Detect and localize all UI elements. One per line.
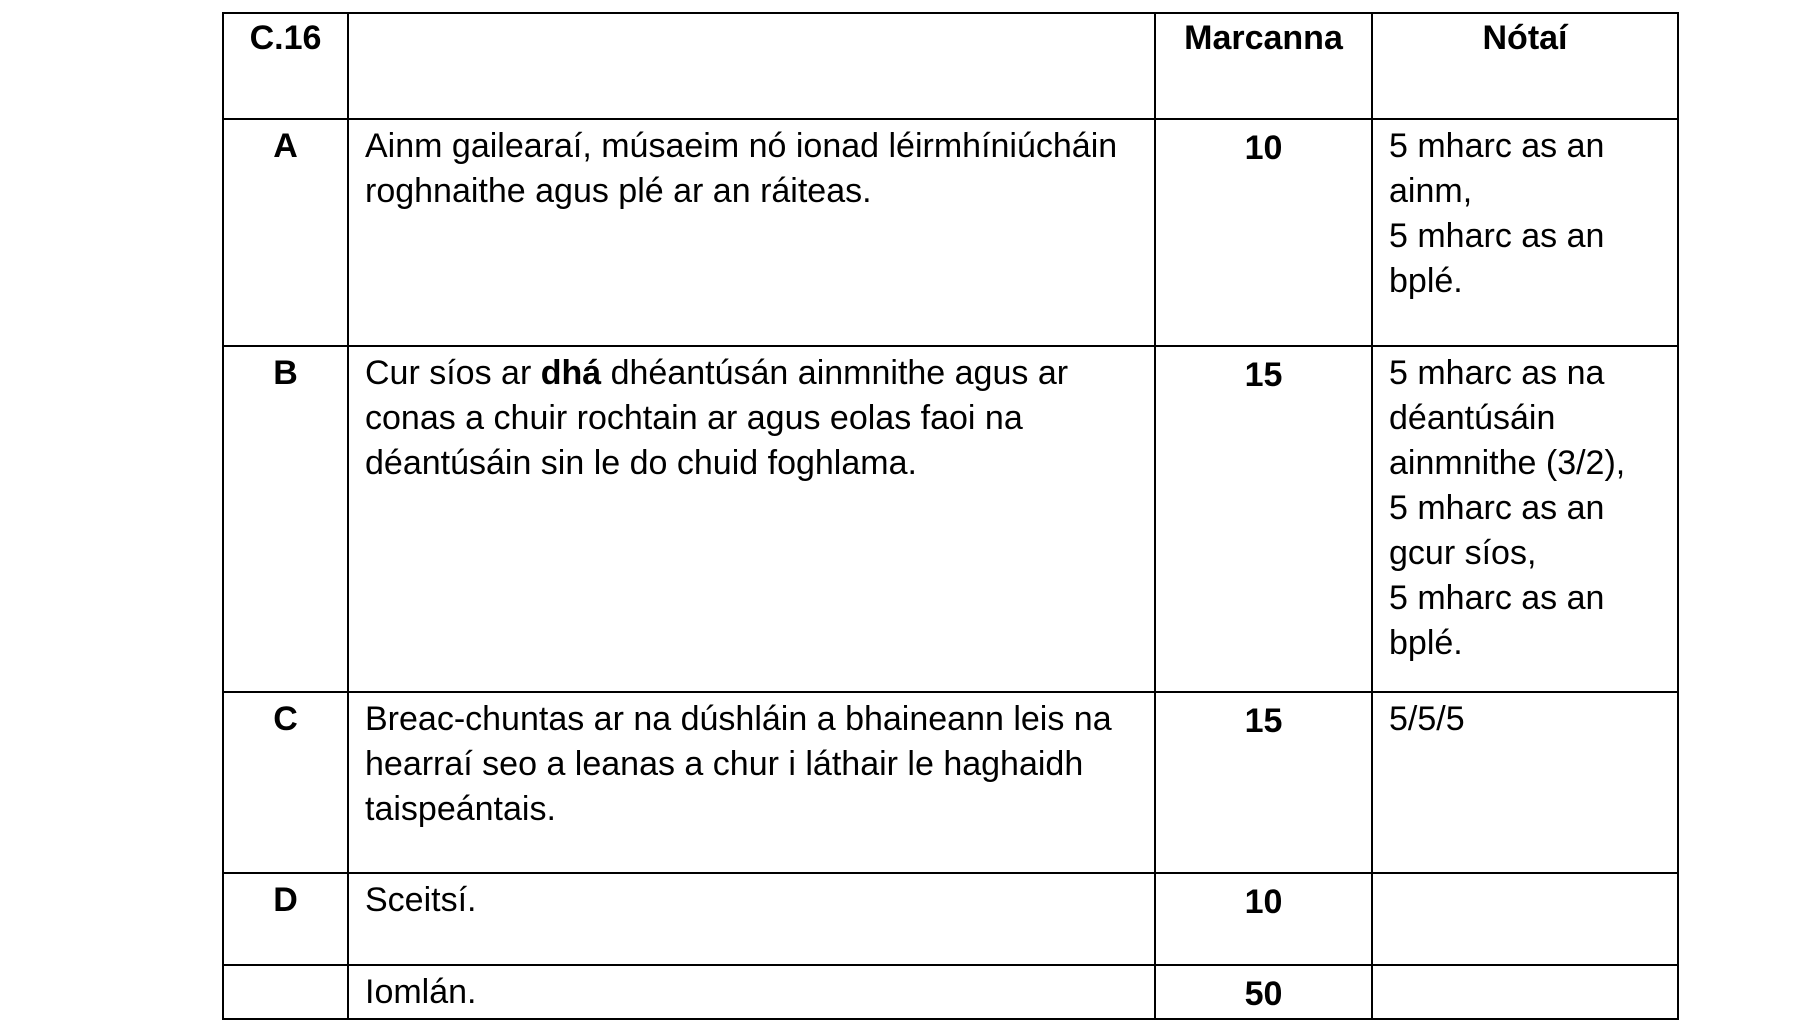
description-header [348,13,1155,119]
part-description: Breac-chuntas ar na dúshláin a bhaineann leis na hearraí seo a leanas a chur i láthair le haghaidh taispeántais. [348,692,1155,873]
note-line: 5 mharc as an bplé. [1389,217,1605,300]
description-emphasis: dhá [540,354,602,392]
table-row-total [223,965,1678,1019]
part-label [223,965,348,1019]
part-marks: 10 [1155,873,1372,965]
note-line: 5/5/5 [1389,700,1465,738]
note-line: 5 mharc as an ainm, [1389,127,1605,210]
note-line: 5 mharc as an gcur síos, [1389,489,1605,572]
description-text: Cur síos ar [365,354,541,392]
part-marks: 10 [1155,119,1372,346]
part-notes [1372,692,1678,873]
question-number-header: C.16 [223,13,348,119]
table-row [223,873,1678,965]
part-label: D [223,873,348,965]
part-label: B [223,346,348,692]
part-marks: 15 [1155,346,1372,692]
part-notes [1372,346,1678,692]
table-header-row [223,13,1678,119]
note-line: 5 mharc as an bplé. [1389,579,1605,662]
description-text: dhéantúsán ainmnithe agus ar conas a chuir rochtain ar agus eolas faoi na déantúsáin sin le do chuid foghlama. [365,354,1069,482]
part-description: Sceitsí. [348,873,1155,965]
part-label: C [223,692,348,873]
part-marks: 15 [1155,692,1372,873]
part-description: Ainm gailearaí, músaeim nó ionad léirmhíniúcháin roghnaithe agus plé ar an ráiteas. [348,119,1155,346]
part-description [348,346,1155,692]
table-row [223,346,1678,692]
total-label: Iomlán. [348,965,1155,1019]
part-notes [1372,965,1678,1019]
marks-header: Marcanna [1155,13,1372,119]
notes-header: Nótaí [1372,13,1678,119]
part-label: A [223,119,348,346]
marking-scheme-table [222,12,1679,1020]
table-row [223,692,1678,873]
part-notes [1372,873,1678,965]
part-notes [1372,119,1678,346]
total-marks: 50 [1155,965,1372,1019]
note-line: 5 mharc as na déantúsáin ainmnithe (3/2), [1389,354,1626,482]
table-row [223,119,1678,346]
